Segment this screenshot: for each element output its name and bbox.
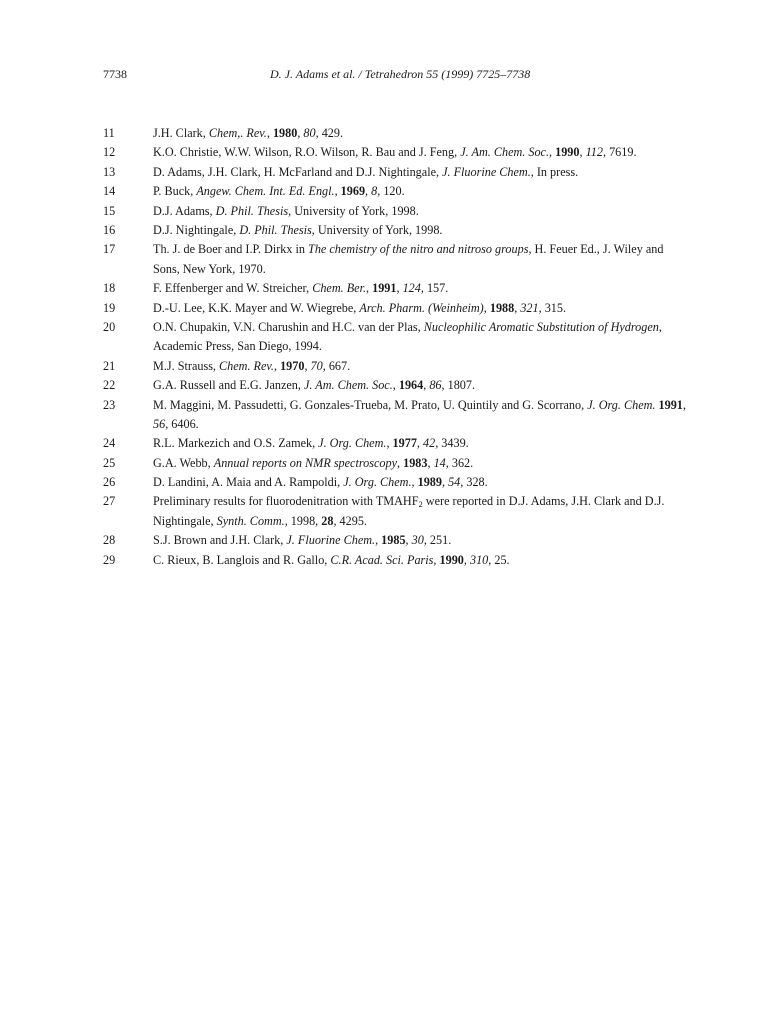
reference-text-part: 1990 [555,145,580,160]
reference-item [0,279,768,298]
reference-text-part: 1970 [280,358,305,373]
reference-text-part: , [427,455,434,470]
reference-text-part: 1969 [340,184,366,199]
reference-text-part: 56 [153,416,166,431]
reference-text-part: , 429. [315,126,344,140]
reference-text-part: D. Phil. Thesis [239,222,312,237]
reference-text [153,454,693,473]
reference-text-part: , [365,184,372,199]
reference-text [153,376,693,395]
reference-text-part: J. Org. Chem. [343,475,412,490]
reference-text-part: 112 [585,145,603,160]
reference-item [0,376,768,395]
reference-text [153,357,693,376]
reference-text-part: 28 [321,513,334,528]
reference-item [0,492,768,531]
reference-text-part: 54 [448,475,461,490]
reference-number: 23 [103,397,116,412]
reference-item [0,357,768,376]
reference-text [153,434,693,453]
reference-text-part: D. Adams, J.H. Clark, H. McFarland and D.J. Nightingale, [153,164,443,179]
reference-text-part: D.J. Adams, [153,203,216,218]
reference-text [153,396,693,435]
reference-text-part: , 25. [488,552,510,567]
reference-text-part: D.-U. Lee, K.K. Mayer and W. Wiegrebe, [153,300,360,315]
reference-text-part: , 3439. [435,436,469,451]
reference-text [153,551,693,570]
reference-text-part: , Academic Press, San Diego, 1994. [153,319,662,354]
reference-text-part: , [416,436,423,451]
reference-text-part: , [392,378,399,393]
reference-text-part: P. Buck, [153,184,197,199]
reference-text-part: , H. Feuer Ed., J. Wiley and Sons, New York, 1970. [153,242,664,276]
reference-text-part: , [549,145,556,160]
reference-text-part: J.H. Clark, [153,126,209,140]
reference-text-part: M.J. Strauss, [153,358,220,373]
reference-text [153,163,693,182]
reference-text-part: 310 [469,552,489,567]
reference-text-part: , [334,184,341,199]
reference-text-part: , [266,126,273,140]
reference-text-part: , [682,397,686,412]
reference-text-part: , [273,358,281,373]
reference-text-part: 1988 [489,300,515,315]
reference-text-part: C.R. Acad. Sci. Paris [330,552,434,567]
reference-text [153,143,693,162]
reference-item [0,454,768,473]
reference-text-part: 1980 [272,126,298,140]
reference-text [153,531,693,550]
reference-text-part: J. Fluorine Chem. [442,164,531,179]
reference-text-part: , 1807. [441,378,476,393]
reference-text-part: 1991 [658,397,683,412]
reference-text-part: Preliminary results for fluorodenitration with TMAHF [153,494,419,509]
reference-text-part: C. Rieux, B. Langlois and R. Gallo, [153,552,331,567]
running-head: D. J. Adams et al. / Tetrahedron 55 (1999) 7725–7738 [270,67,531,81]
reference-item [0,124,768,143]
reference-text-part: , [366,281,373,296]
reference-number: 27 [103,494,116,509]
reference-text-part: 8 [371,184,378,199]
reference-text-part: , [411,475,418,490]
reference-text-part: , [396,281,403,296]
reference-text-part: 1989 [417,475,442,490]
reference-item [0,221,768,240]
reference-number: 20 [103,319,116,334]
reference-text-part: , 6406. [165,416,199,431]
reference-number: 18 [103,281,116,296]
reference-item [0,396,768,435]
reference-text-part: O.N. Chupakin, V.N. Charushin and H.C. van der Plas, [153,319,424,334]
reference-text-part: Synth. Comm. [216,513,285,528]
reference-text-part: Angew. Chem. Int. Ed. Engl. [196,184,335,199]
reference-item [0,240,768,279]
reference-text-part: D. Landini, A. Maia and A. Rampoldi, [153,475,344,490]
reference-text-part: 2 [418,499,423,510]
reference-text-part: , University of York, 1998. [311,222,443,237]
reference-text-part: S.J. Brown and J.H. Clark, [153,533,287,548]
reference-number: 14 [103,184,116,199]
reference-number: 19 [103,300,116,315]
reference-text-part: M. Maggini, M. Passudetti, G. Gonzales-Trueba, M. Prato, U. Quintily and G. Scorrano, [153,397,588,412]
reference-text-part: 30 [411,533,424,548]
reference-number: 16 [103,222,116,237]
reference-text-part: , [386,436,393,451]
reference-text-part: J. Am. Chem. Soc. [460,145,550,160]
reference-text-part: 124 [402,281,421,296]
reference-text [153,473,693,492]
page-number: 7738 [103,67,127,81]
reference-text-part: , 4295. [333,513,367,528]
reference-text-part: F. Effenberger and W. Streicher, [153,281,313,296]
reference-text-part: , [483,300,490,315]
reference-text-part: , [579,145,586,160]
reference-text [153,240,693,279]
reference-text-part: J. Fluorine Chem. [286,533,376,548]
reference-text-part: G.A. Russell and E.G. Janzen, [153,378,304,393]
reference-number: 13 [103,164,116,179]
reference-text-part: , [441,475,449,490]
reference-text-part: 1964 [398,378,424,393]
reference-text-part: 1983 [403,455,428,470]
reference-number: 28 [103,533,116,548]
reference-text-part: Chem. Rev. [219,358,274,373]
reference-text-part: D. Phil. Thesis [215,203,289,218]
reference-item [0,163,768,182]
reference-text-part: were reported in D.J. Adams, J.H. Clark and D.J. Nightingale, [153,494,665,528]
reference-text-part: Chem. Ber. [312,281,367,296]
reference-text-part: , 362. [445,455,474,470]
reference-text-part: , [397,455,404,470]
reference-text-part: , 157. [420,281,449,296]
reference-text-part: , [304,358,311,373]
reference-item [0,299,768,318]
reference-text-part: , [514,300,521,315]
reference-text [153,221,693,240]
reference-text-part: 86 [429,378,442,393]
reference-number: 22 [103,378,116,393]
reference-text-part: 1985 [381,533,406,548]
reference-number: 15 [103,203,116,218]
reference-text-part: Annual reports on NMR spectroscopy [213,455,397,470]
reference-text-part: The chemistry of the nitro and nitroso groups [308,242,529,257]
reference-number: 11 [103,126,115,140]
reference-text-part: , 120. [377,184,405,199]
reference-text-part: Th. J. de Boer and I.P. Dirkx in [153,242,309,257]
reference-text-part: J. Org. Chem. [587,397,656,412]
reference-text-part: 70 [310,358,323,373]
reference-item [0,318,768,357]
reference-text-part: 42 [423,436,436,451]
reference-item [0,473,768,492]
reference-text-part: D.J. Nightingale, [153,222,240,237]
reference-text-part: 1990 [439,552,464,567]
reference-text [153,279,693,298]
reference-text-part: R.L. Markezich and O.S. Zamek, [153,436,319,451]
reference-text-part: Arch. Pharm. (Weinheim) [359,300,484,315]
reference-text-part: Nucleophilic Aromatic Substitution of Hydrogen [423,319,659,334]
reference-text [153,124,693,143]
reference-number: 26 [103,475,116,490]
reference-text-part: J. Org. Chem. [318,436,387,451]
reference-text-part: , 1998, [284,513,322,528]
reference-text-part: 80 [303,126,316,140]
reference-item [0,182,768,201]
reference-item [0,531,768,550]
reference-text-part: 1977 [392,436,417,451]
reference-text [153,202,693,221]
reference-text-part: , 667. [322,358,351,373]
reference-number: 12 [103,145,116,160]
reference-number: 21 [103,358,116,373]
reference-item [0,551,768,570]
reference-text-part: , [375,533,382,548]
reference-text [153,318,693,357]
reference-list [0,124,768,570]
reference-text-part: J. Am. Chem. Soc. [303,378,393,393]
reference-text-part: , [423,378,430,393]
reference-text-part: , [433,552,440,567]
reference-text-part: , University of York, 1998. [288,203,419,218]
reference-text-part: G.A. Webb, [153,455,214,470]
reference-text-part: 321 [520,300,539,315]
reference-text-part: , 315. [538,300,567,315]
reference-text-part: 14 [433,455,446,470]
reference-item [0,202,768,221]
reference-text [153,492,693,531]
reference-number: 24 [103,436,116,451]
reference-text-part: , 7619. [602,145,637,160]
reference-text-part: K.O. Christie, W.W. Wilson, R.O. Wilson, R. Bau and J. Feng, [153,145,461,160]
reference-text [153,299,693,318]
reference-number: 29 [103,552,116,567]
reference-text-part: Chem,. Rev. [208,126,267,140]
reference-item [0,434,768,453]
reference-text-part: , [405,533,412,548]
reference-text-part: , In press. [530,164,579,179]
reference-item [0,143,768,162]
reference-text-part: , 251. [423,533,452,548]
reference-text-part: , [297,126,304,140]
reference-text-part: 1991 [372,281,397,296]
reference-number: 25 [103,455,116,470]
reference-text-part: , 328. [460,475,488,490]
reference-text [153,182,693,201]
reference-text-part: , [463,552,470,567]
reference-number: 17 [103,242,116,257]
